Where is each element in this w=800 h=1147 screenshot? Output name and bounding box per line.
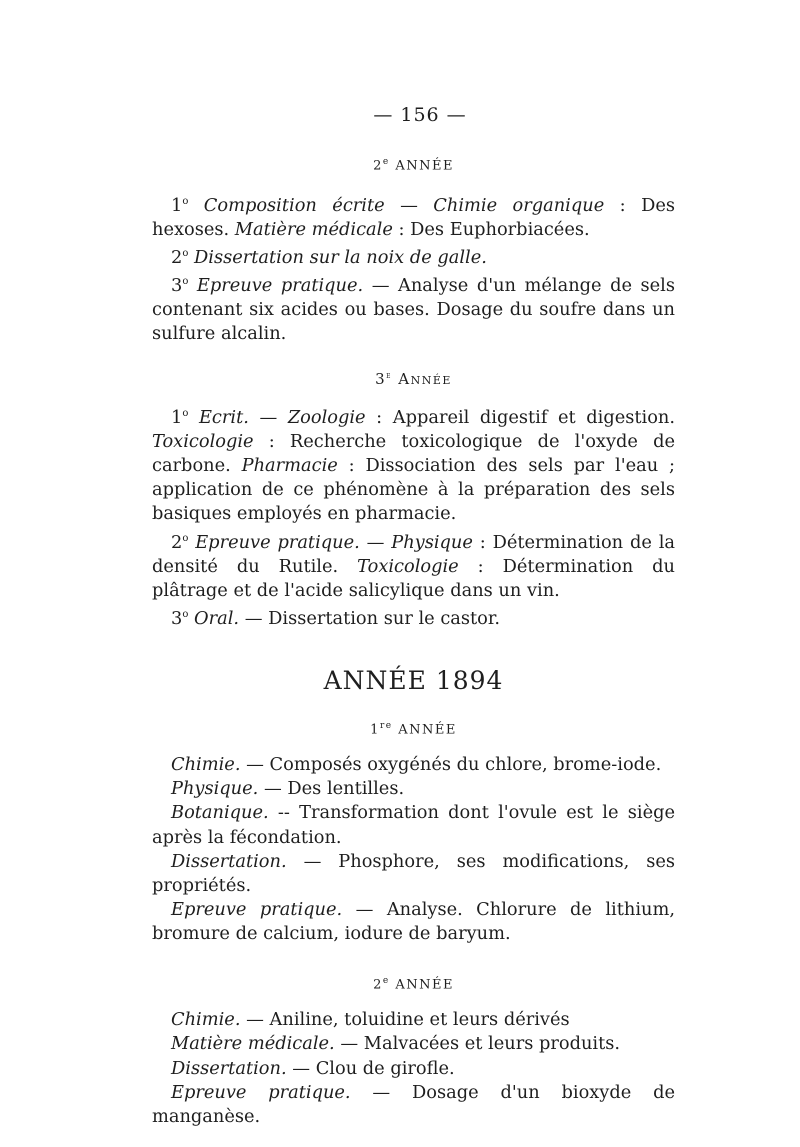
heading-word: ANNÉE: [395, 977, 454, 992]
line-epreuve-pratique: [152, 898, 675, 946]
line-matiere-medicale: [152, 1032, 675, 1056]
page-content: [152, 150, 675, 1129]
paragraph-text: —: [359, 531, 392, 553]
heading-number: 3: [375, 369, 387, 388]
paragraph-text: : Dissociation des sels par l'eau ; application de ce phénomène à la préparation des sels basiques employés en pharmacie.: [152, 455, 675, 525]
heading-word: Année: [398, 369, 452, 388]
subject-label: Epreuve pratique.: [171, 899, 343, 921]
heading-word: ANNÉE: [398, 721, 457, 737]
item-sup: o: [182, 195, 189, 207]
page-number: — 156 —: [373, 104, 467, 126]
paragraph-text: : Détermination du plâtrage et de l'acide salicylique dans un vin.: [152, 555, 675, 601]
year-title: ANNÉE 1894: [323, 666, 504, 696]
heading-sup: re: [379, 720, 393, 731]
subject-label: Chimie.: [171, 1009, 241, 1031]
line-dissertation: [152, 850, 675, 898]
heading-number: 2: [373, 158, 383, 174]
subject-label: Toxicologie: [152, 430, 254, 452]
paragraph-text: — Analyse d'un mélange de sels contenant six acides ou bases. Dosage du soufre dans un sulfure alcalin.: [152, 274, 675, 345]
paragraph-text: : Appareil digestif et digestion.: [365, 406, 676, 428]
paragraph-text: — Analyse. Chlorure de lithium, bromure de calcium, iodure de baryum.: [152, 899, 675, 945]
paragraph-text: — Dosage d'un bioxyde de manganèse.: [152, 1081, 675, 1128]
paragraph-text: — Clou de girofle.: [286, 1057, 455, 1079]
paragraph-text: : Des hexoses.: [152, 194, 675, 240]
paragraph-text: — Des lentilles.: [258, 778, 405, 800]
subject-label: Chimie.: [171, 754, 241, 776]
heading-number: 2: [373, 977, 383, 992]
subject-label: Physique.: [171, 778, 259, 800]
heading-sup: e: [386, 370, 392, 381]
subject-label: Botanique.: [171, 802, 269, 824]
subject-label: Dissertation sur la noix de galle.: [194, 246, 487, 268]
section-heading-3e-annee: [152, 364, 675, 391]
paragraph-text: — Phosphore, ses modifications, ses propriétés.: [152, 850, 675, 897]
item-number: 2: [171, 531, 183, 553]
heading-sup: e: [382, 157, 390, 167]
paragraph-text: — Dissertation sur le castor.: [239, 608, 501, 630]
item-number: 1: [171, 194, 183, 216]
section-heading-2e-annee: [152, 150, 675, 179]
subject-label: Chimie organique: [433, 194, 605, 216]
paragraph-text: — Composés oxygénés du chlore, brome-iode.: [240, 754, 662, 776]
paragraph-oral: [152, 603, 675, 631]
subject-label: Ecrit. — Zoologie: [198, 406, 366, 428]
paragraph-text: : Des Euphorbiacées.: [392, 218, 590, 240]
item-sup: o: [182, 609, 189, 621]
paragraph-text: — Malvacées et leurs produits.: [334, 1033, 621, 1055]
paragraph-text: : Détermination de la densité du Rutile.: [152, 531, 675, 577]
subject-label: Pharmacie: [241, 455, 338, 477]
item-number: 1: [171, 406, 183, 428]
paragraph-text: — Aniline, toluidine et leurs dérivés: [240, 1009, 570, 1031]
paragraph-text: —: [384, 194, 434, 216]
subject-label: Matière médicale.: [171, 1033, 335, 1055]
item-number: 3: [171, 274, 183, 296]
line-chimie-2: [152, 1008, 675, 1032]
paragraph-text: : Recherche toxicologique de l'oxyde de carbone.: [152, 430, 675, 477]
paragraph-text: -- Transformation dont l'ovule est le siège après la fécondation.: [152, 802, 675, 848]
subject-label: Epreuve pratique.: [171, 1081, 351, 1103]
subject-label: Epreuve pratique.: [196, 274, 364, 296]
subject-label: Composition écrite: [203, 194, 385, 216]
subject-label: Oral.: [194, 608, 240, 630]
heading-number: 1: [370, 721, 380, 737]
item-sup: o: [182, 532, 189, 544]
paragraph-ecrit: [152, 402, 675, 527]
item-sup: o: [182, 247, 189, 259]
paragraph-epreuve-pratique: [152, 270, 675, 347]
item-sup: o: [182, 407, 189, 419]
section-heading-1re-annee: [152, 714, 675, 743]
item-number: 3: [171, 608, 183, 630]
line-epreuve-pratique-2: [152, 1081, 675, 1129]
subject-label: Physique: [391, 531, 473, 553]
section-heading-2e-annee-1894: [152, 969, 675, 998]
item-sup: o: [182, 275, 189, 287]
subject-label: Toxicologie: [357, 555, 459, 577]
line-physique: [152, 777, 675, 801]
subject-label: Dissertation.: [171, 1057, 287, 1079]
paragraph-composition-ecrite: [152, 190, 675, 242]
subject-label: Epreuve pratique.: [195, 531, 360, 553]
line-botanique: [152, 801, 675, 849]
line-dissertation-2: [152, 1057, 675, 1081]
line-chimie: [152, 753, 675, 777]
paragraph-dissertation: [152, 242, 675, 270]
subject-label: Matière médicale: [234, 218, 393, 240]
paragraph-epreuve-pratique-3: [152, 527, 675, 604]
item-number: 2: [171, 246, 183, 268]
heading-word: ANNÉE: [395, 158, 454, 174]
heading-sup: e: [382, 975, 390, 986]
subject-label: Dissertation.: [171, 850, 287, 872]
